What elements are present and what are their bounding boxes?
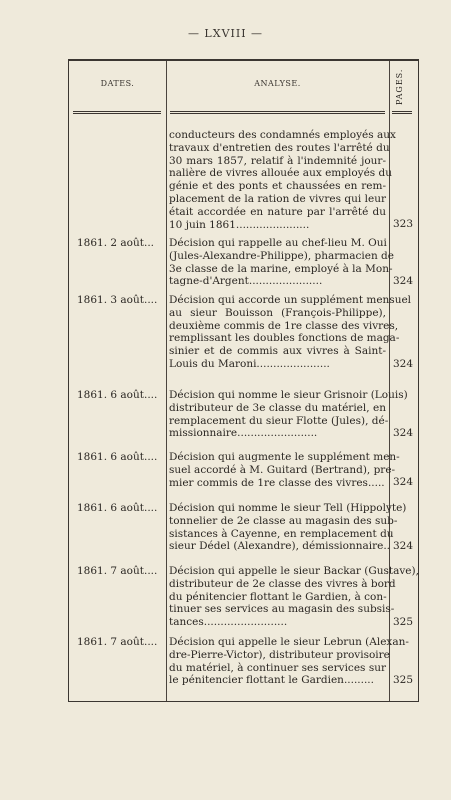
entry-line: Décision qui augmente le supplément men-	[169, 451, 400, 463]
entry-line: placement de la ration de vivres qui leur	[169, 192, 386, 205]
entry-date: 1861. 3 août....	[77, 294, 158, 306]
page-header: — LXVIII —	[187, 27, 264, 40]
entry-line: du pénitencier flottant le Gardien, à con-	[169, 590, 387, 603]
entry-page: 324	[392, 358, 414, 370]
entry-line: suel accordé à M. Guitard (Bertrand), pre-	[169, 463, 396, 476]
header-rule-dates	[73, 111, 161, 114]
entry-line: génie et des ponts et chaussées en rem-	[169, 180, 386, 193]
entry-page: 324	[392, 275, 414, 287]
entry-date: 1861. 2 août...	[77, 237, 154, 249]
entry-page: 325	[392, 674, 414, 686]
header-rule-analyse	[170, 111, 385, 114]
entry-page: 325	[392, 616, 414, 628]
column-header-pages: PAGES.	[395, 68, 404, 106]
entry-line: dre-Pierre-Victor), distributeur provisoire	[169, 648, 390, 661]
entry-page: 324	[392, 427, 414, 439]
entry-page: 323	[392, 218, 414, 230]
entry-line: Décision qui appelle le sieur Lebrun (Alexan-	[169, 636, 409, 648]
entry-date: 1861. 7 août....	[77, 565, 158, 577]
entry-line: Décision qui nomme le sieur Grisnoir (Louis)	[169, 389, 408, 401]
entry-line: deuxième commis de 1re classe des vivres,	[169, 319, 399, 332]
entry-line: sieur Dédel (Alexandre), démissionnaire..	[169, 540, 391, 553]
entry-date: 1861. 6 août....	[77, 502, 158, 514]
entry-line: nalière de vivres allouée aux employés du	[169, 167, 393, 180]
entry-line: Décision qui nomme le sieur Tell (Hippolyte)	[169, 502, 407, 514]
entry-line: mier commis de 1re classe des vivres.....	[169, 476, 385, 489]
entry-line: tagne-d'Argent......................	[169, 275, 323, 288]
entry-line: 10 juin 1861......................	[169, 218, 310, 231]
entry-line: tances.........................	[169, 616, 288, 629]
entry-line: Décision qui accorde un supplément mensuel	[169, 294, 412, 306]
entry-line: 3e classe de la marine, employé à la Mon-	[169, 262, 393, 275]
entry-line: du matériel, à continuer ses services sur	[169, 661, 386, 674]
entry-date: 1861. 6 août....	[77, 451, 158, 463]
column-divider-dates	[166, 61, 167, 701]
entry-line: était accordée en nature par l'arrêté du	[169, 205, 386, 218]
entry-line: Décision qui rappelle au chef-lieu M. Oui	[169, 237, 387, 249]
entry-line: remplissant les doubles fonctions de maga-	[169, 332, 400, 345]
entry-line: distributeur de 3e classe du matériel, en	[169, 401, 386, 414]
entry-line: sinier et de commis aux vivres à Saint-	[169, 345, 386, 358]
entry-text	[169, 129, 396, 231]
index-table	[68, 59, 419, 702]
entry-line: 30 mars 1857, relatif à l'indemnité jour-	[169, 154, 386, 167]
entry-line: au sieur Bouisson (François-Philippe),	[169, 306, 386, 319]
entry-line: tinuer ses services au magasin des subsis-	[169, 603, 395, 616]
entry-line: conducteurs des condamnés employés aux	[169, 129, 396, 141]
entry-line: tonnelier de 2e classe au magasin des sub-	[169, 514, 398, 527]
entry-line: Louis du Maroni......................	[169, 357, 330, 370]
entry-line: distributeur de 2e classe des vivres à bord	[169, 577, 396, 590]
entry-text	[169, 451, 400, 489]
entry-line: Décision qui appelle le sieur Backar (Gustave),	[169, 565, 419, 577]
entry-line: remplacement du sieur Flotte (Jules), dé-	[169, 414, 389, 427]
column-header-dates: DATES.	[100, 79, 135, 88]
entry-line: le pénitencier flottant le Gardien.........	[169, 674, 374, 687]
entry-date: 1861. 6 août....	[77, 389, 158, 401]
entry-line: travaux d'entretien des routes l'arrêté du	[169, 141, 390, 154]
entry-text	[169, 237, 394, 288]
entry-page: 324	[392, 540, 414, 552]
entry-line: missionnaire........................	[169, 427, 318, 440]
entry-page: 324	[392, 476, 414, 488]
entry-line: sistances à Cayenne, en remplacement du	[169, 527, 394, 540]
column-header-analyse: ANALYSE.	[254, 79, 301, 88]
header-rule-pages	[392, 111, 412, 114]
entry-date: 1861. 7 août....	[77, 636, 158, 648]
entry-line: (Jules-Alexandre-Philippe), pharmacien de	[169, 249, 394, 262]
